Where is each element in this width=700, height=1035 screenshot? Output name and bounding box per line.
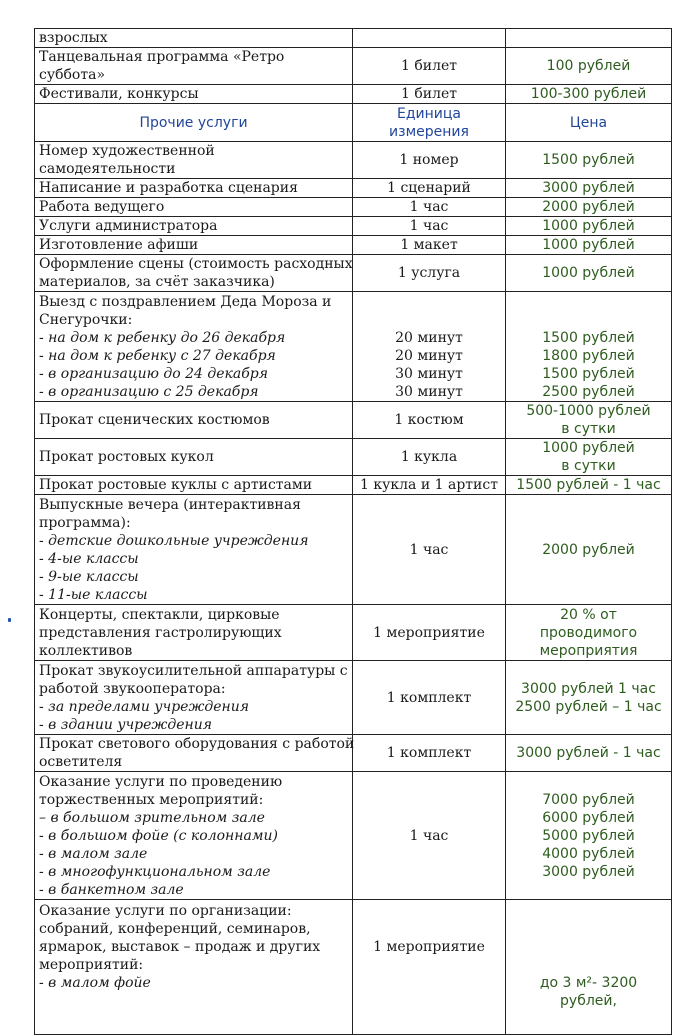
table-row: [35, 495, 672, 605]
price-line: 7000 рублей: [542, 791, 635, 808]
table-row: [35, 661, 672, 735]
price-cell: [506, 605, 672, 661]
price-cell: [506, 661, 672, 735]
service-line: Концерты, спектакли, цирковые: [39, 606, 280, 623]
price-cell: [506, 439, 672, 476]
service-cell: Прокат сценических костюмов: [35, 402, 353, 439]
price-cell: 1000 рублей: [506, 236, 672, 255]
service-cell: [35, 772, 353, 900]
table-row: [35, 85, 672, 104]
price-cell: 3000 рублей: [506, 179, 672, 198]
service-cell: Написание и разработка сценария: [35, 179, 353, 198]
price-line: 6000 рублей: [542, 809, 635, 826]
service-subitem: – в большом зрительном зале: [39, 809, 265, 826]
price-cell: [506, 402, 672, 439]
service-line: ярмарок, выставок – продаж и других: [39, 939, 321, 955]
service-subitem: - в малом фойе: [39, 975, 151, 991]
unit-cell: 1 кукла и 1 артист: [353, 476, 506, 495]
unit-cell: 1 час: [353, 495, 506, 605]
scan-mark: [8, 618, 11, 622]
service-cell: Услуги администратора: [35, 217, 353, 236]
service-line: Оформление сцены (стоимость расходных: [39, 256, 353, 272]
price-list: [34, 28, 671, 1035]
table-row: [35, 29, 672, 48]
unit-cell: 1 комплект: [353, 661, 506, 735]
unit-cell: 1 час: [353, 772, 506, 900]
service-subitem: - в здании учреждения: [39, 716, 212, 733]
price-line: 2500 рублей: [542, 383, 635, 400]
price-cell: 100-300 рублей: [506, 85, 672, 104]
service-cell: Прокат ростовых кукол: [35, 439, 353, 476]
table-row: [35, 292, 672, 402]
table-row: [35, 900, 672, 1035]
price-line: 500-1000 рублей: [526, 403, 651, 419]
service-line: материалов, за счёт заказчика): [39, 274, 275, 290]
service-subitem: - в многофункциональном зале: [39, 863, 271, 880]
service-cell: [35, 255, 353, 292]
price-line: до 3 м²- 3200: [539, 975, 638, 991]
price-line: 3000 рублей 1 час: [521, 680, 656, 697]
price-cell: 1500 рублей: [506, 142, 672, 179]
service-line: Оказание услуги по проведению: [39, 773, 283, 790]
unit-cell: 1 кукла: [353, 439, 506, 476]
unit-cell: 1 мероприятие: [353, 605, 506, 661]
table-row: [35, 605, 672, 661]
unit-line: 20 минут: [395, 347, 463, 364]
service-cell: Номер художественной самодеятельности: [35, 142, 353, 179]
service-subitem: - на дом к ребенку до 26 декабря: [39, 329, 286, 346]
unit-line: 20 минут: [395, 329, 463, 346]
service-line: коллективов: [39, 642, 133, 659]
service-cell: [35, 735, 353, 772]
service-subitem: - в организацию до 24 декабря: [39, 365, 269, 382]
service-cell: [35, 605, 353, 661]
header-unit: [353, 104, 506, 142]
table-row: [35, 179, 672, 198]
price-cell: 3000 рублей - 1 час: [506, 735, 672, 772]
service-subitem: - 4-ые классы: [39, 550, 139, 567]
service-line: Прокат светового оборудования с работой: [39, 736, 355, 752]
service-subitem: - за пределами учреждения: [39, 698, 250, 715]
unit-cell: 1 билет: [353, 85, 506, 104]
table-row: [35, 772, 672, 900]
unit-cell: 1 номер: [353, 142, 506, 179]
unit-line: 1 мероприятие: [373, 939, 485, 955]
unit-cell: 1 час: [353, 217, 506, 236]
service-line: программа):: [39, 514, 131, 531]
service-line: Прокат звукоусилительной аппаратуры с: [39, 662, 348, 679]
service-subitem: - 9-ые классы: [39, 568, 139, 585]
service-cell: Прокат ростовые куклы с артистами: [35, 476, 353, 495]
price-cell: [506, 772, 672, 900]
service-line: Выезд с поздравлением Деда Мороза и: [39, 293, 332, 310]
service-cell: взрослых: [35, 29, 353, 48]
unit-cell: 1 комплект: [353, 735, 506, 772]
table-row: [35, 142, 672, 179]
header-price: Цена: [506, 104, 672, 142]
price-line: 1500 рублей: [542, 365, 635, 382]
table-row: [35, 236, 672, 255]
service-cell: Танцевальная программа «Ретро суббота»: [35, 48, 353, 85]
service-subitem: - в банкетном зале: [39, 881, 184, 898]
price-cell: [506, 292, 672, 402]
price-cell: 1000 рублей: [506, 217, 672, 236]
service-cell: Работа ведущего: [35, 198, 353, 217]
service-line: осветителя: [39, 754, 123, 770]
unit-cell: [353, 292, 506, 402]
service-cell: [35, 900, 353, 1035]
price-line: в сутки: [561, 421, 616, 437]
price-line: 1500 рублей: [542, 329, 635, 346]
price-line: проводимого: [539, 624, 638, 641]
service-subitem: - в большом фойе (с колоннами): [39, 827, 278, 844]
price-cell: 2000 рублей: [506, 495, 672, 605]
price-line: 2500 рублей – 1 час: [515, 698, 662, 715]
unit-cell: 1 билет: [353, 48, 506, 85]
header-unit-line1: Единица: [397, 105, 461, 122]
unit-cell: 1 макет: [353, 236, 506, 255]
service-line: Снегурочки:: [39, 311, 133, 328]
price-table: [34, 28, 672, 1035]
service-line: собраний, конференций, семинаров,: [39, 921, 311, 937]
service-subitem: - в малом зале: [39, 845, 148, 862]
service-line: торжественных мероприятий:: [39, 791, 264, 808]
unit-line: 30 минут: [395, 383, 463, 400]
price-cell: [506, 900, 672, 1035]
header-unit-line2: измерения: [389, 123, 469, 140]
price-line: 1800 рублей: [542, 347, 635, 364]
service-line: Выпускные вечера (интерактивная: [39, 496, 301, 513]
price-line: 4000 рублей: [542, 845, 635, 862]
service-subitem: - детские дошкольные учреждения: [39, 532, 309, 549]
table-row: [35, 255, 672, 292]
price-line: мероприятия: [539, 642, 638, 659]
header-services: Прочие услуги: [35, 104, 353, 142]
service-line: представления гастролирующих: [39, 624, 282, 641]
table-row: [35, 198, 672, 217]
table-row: [35, 402, 672, 439]
price-cell: 2000 рублей: [506, 198, 672, 217]
unit-cell: [353, 29, 506, 48]
price-line: рублей,: [560, 993, 617, 1009]
service-subitem: - 11-ые классы: [39, 586, 148, 603]
table-row: [35, 217, 672, 236]
table-row: [35, 735, 672, 772]
service-cell: Фестивали, конкурсы: [35, 85, 353, 104]
table-row: [35, 439, 672, 476]
service-cell: Изготовление афиши: [35, 236, 353, 255]
unit-cell: 1 сценарий: [353, 179, 506, 198]
service-cell: [35, 495, 353, 605]
table-row: [35, 476, 672, 495]
price-cell: 100 рублей: [506, 48, 672, 85]
service-subitem: - в организацию с 25 декабря: [39, 383, 259, 400]
service-line: Оказание услуги по организации:: [39, 903, 292, 919]
unit-line: 30 минут: [395, 365, 463, 382]
unit-cell: 1 костюм: [353, 402, 506, 439]
price-line: 1000 рублей: [542, 440, 635, 456]
price-line: 5000 рублей: [542, 827, 635, 844]
price-cell: 1000 рублей: [506, 255, 672, 292]
service-line: работой звукооператора:: [39, 680, 226, 697]
unit-cell: 1 услуга: [353, 255, 506, 292]
service-cell: [35, 661, 353, 735]
service-cell: [35, 292, 353, 402]
price-line: 3000 рублей: [542, 863, 635, 880]
price-cell: 1500 рублей - 1 час: [506, 476, 672, 495]
table-row: [35, 48, 672, 85]
unit-cell: [353, 900, 506, 1035]
price-cell: [506, 29, 672, 48]
unit-cell: 1 час: [353, 198, 506, 217]
price-line: в сутки: [561, 458, 616, 474]
table-header-row: [35, 104, 672, 142]
price-line: 20 % от: [560, 606, 617, 623]
service-subitem: - на дом к ребенку с 27 декабря: [39, 347, 276, 364]
service-line: мероприятий:: [39, 957, 144, 973]
